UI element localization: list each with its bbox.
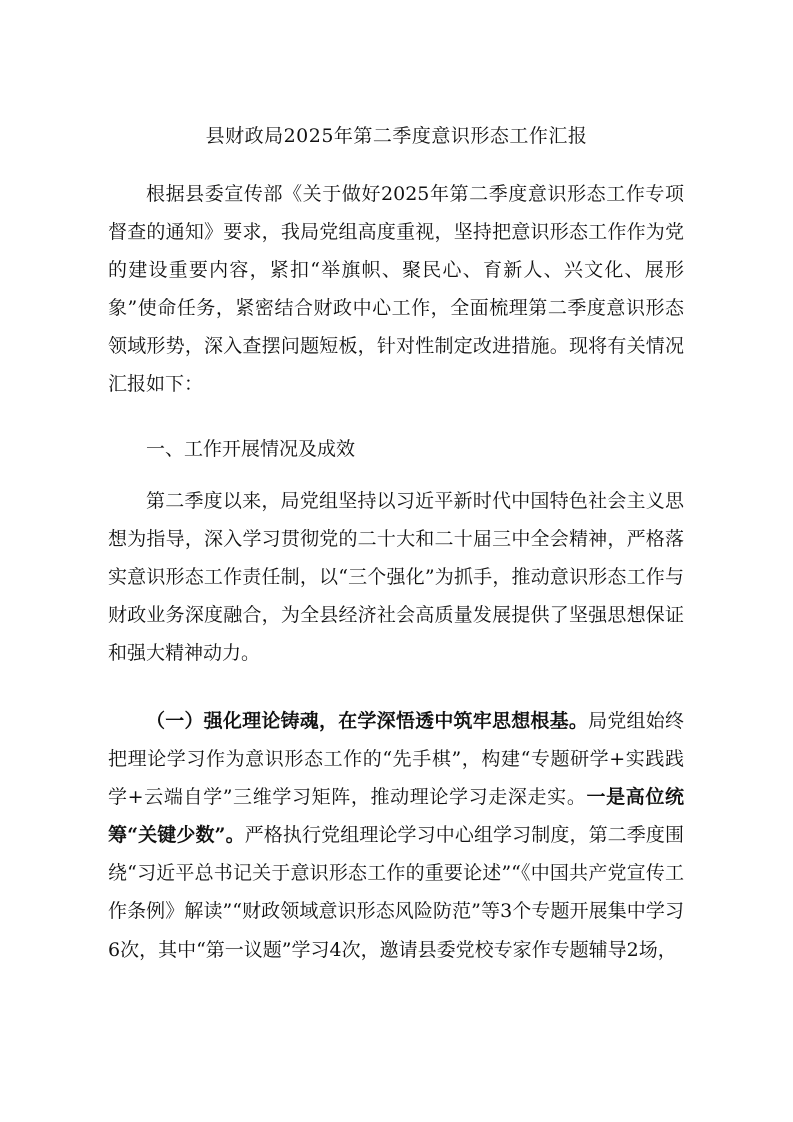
section-1-text: 第二季度以来，局党组坚持以习近平新时代中国特色社会主义思想为指导，深入学习贯彻党的二十大和二十届三中全会精神，严格落实意识形态工作责任制，以“三个强化”为抓手，推动意识形态工作与财政业务深度融合，为全县经济社会高质量发展提供了坚强思想保证和强大精神动力。	[108, 490, 684, 665]
intro-text: 根据县委宣传部《关于做好2025年第二季度意识形态工作专项督查的通知》要求，我局党组高度重视，坚持把意识形态工作作为党的建设重要内容，紧扣“举旗帜、聚民心、育新人、兴文化、展形象”使命任务，紧密结合财政中心工作，全面梳理第二季度意识形态领域形势，深入查摆问题短板，针对性制定改进措施。现将有关情况汇报如下：	[108, 183, 684, 396]
subsection-1-text	[108, 702, 684, 969]
intro-paragraph	[108, 175, 684, 404]
subsection-1-paragraph	[108, 702, 684, 969]
section-1-paragraph	[108, 482, 684, 672]
section-1-heading: 一、工作开展情况及成效	[146, 438, 356, 460]
subsection-1-text-a: 局党组始终把理论学习作为意识形态工作的“先手棋”，构建“专题研学+实践践学+云端自学”三维学习矩阵，推动理论学习走深走实。	[108, 710, 684, 809]
document-title: 县财政局2025年第二季度意识形态工作汇报	[205, 125, 588, 147]
subsection-1-text-b: 严格执行党组理论学习中心组学习制度，第二季度围绕“习近平总书记关于意识形态工作的重要论述”“《中国共产党宣传工作条例》解读”“财政领域意识形态风险防范”等3个专题开展集中学习6次，其中“第一议题”学习4次，邀请县委党校专家作专题辅导2场，	[108, 824, 684, 961]
point-1-lead: 一是高位统筹“关键少数”。	[108, 786, 684, 847]
subsection-1-lead: （一）强化理论铸魂，在学深悟透中筑牢思想根基。	[146, 710, 589, 732]
